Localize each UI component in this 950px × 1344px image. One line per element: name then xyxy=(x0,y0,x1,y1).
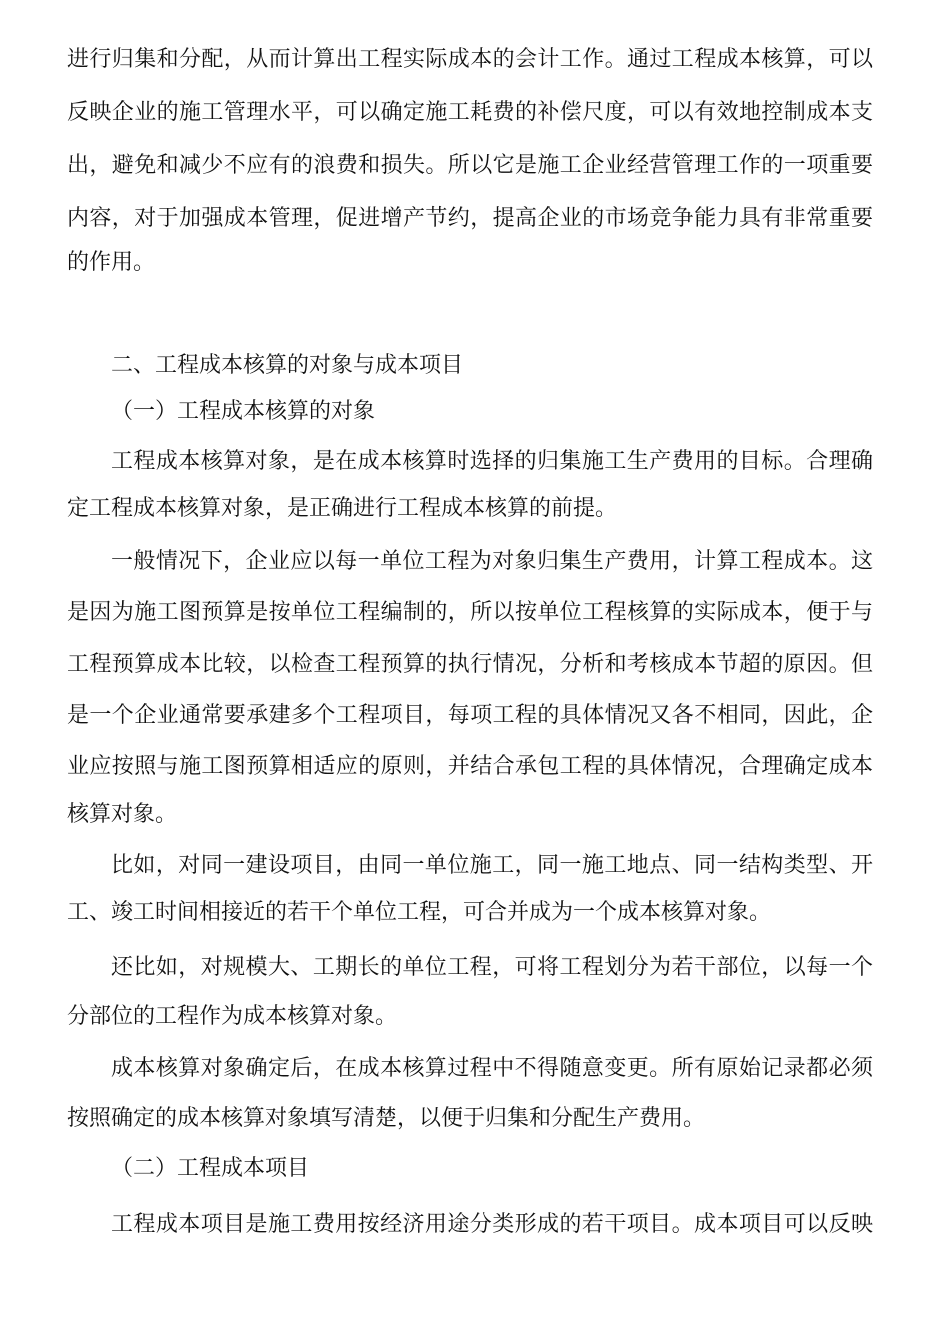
section-heading: 二、工程成本核算的对象与成本项目 xyxy=(111,353,464,378)
text-line: 反映企业的施工管理水平，可以确定施工耗费的补偿尺度，可以有效地控制成本支 xyxy=(67,100,873,125)
subsection-heading: （二）工程成本项目 xyxy=(111,1156,310,1181)
text-line: 定工程成本核算对象，是正确进行工程成本核算的前提。 xyxy=(67,496,618,521)
subsection-heading: （一）工程成本核算的对象 xyxy=(111,399,376,424)
text-line: 是一个企业通常要承建多个工程项目，每项工程的具体情况又各不相同，因此，企 xyxy=(67,703,873,728)
text-line: 工程成本核算对象，是在成本核算时选择的归集施工生产费用的目标。合理确 xyxy=(111,449,873,474)
text-line: 出，避免和减少不应有的浪费和损失。所以它是施工企业经营管理工作的一项重要 xyxy=(67,153,873,178)
document-page xyxy=(67,0,873,1344)
text-line: 是因为施工图预算是按单位工程编制的，所以按单位工程核算的实际成本，便于与 xyxy=(67,600,873,625)
text-line: 成本核算对象确定后，在成本核算过程中不得随意变更。所有原始记录都必须 xyxy=(111,1056,873,1081)
text-line: 工程成本项目是施工费用按经济用途分类形成的若干项目。成本项目可以反映 xyxy=(111,1212,873,1237)
text-line: 业应按照与施工图预算相适应的原则，并结合承包工程的具体情况，合理确定成本 xyxy=(67,754,873,779)
text-line: 的作用。 xyxy=(67,250,156,275)
text-line: 分部位的工程作为成本核算对象。 xyxy=(67,1004,398,1029)
text-line: 还比如，对规模大、工期长的单位工程，可将工程划分为若干部位，以每一个 xyxy=(111,955,873,980)
text-line: 比如，对同一建设项目，由同一单位施工，同一施工地点、同一结构类型、开 xyxy=(111,853,873,878)
text-line: 内容，对于加强成本管理，促进增产节约，提高企业的市场竞争能力具有非常重要 xyxy=(67,206,873,231)
text-line: 工、竣工时间相接近的若干个单位工程，可合并成为一个成本核算对象。 xyxy=(67,900,772,925)
text-line: 工程预算成本比较，以检查工程预算的执行情况，分析和考核成本节超的原因。但 xyxy=(67,652,873,677)
text-line: 一般情况下，企业应以每一单位工程为对象归集生产费用，计算工程成本。这 xyxy=(111,549,873,574)
text-line: 进行归集和分配，从而计算出工程实际成本的会计工作。通过工程成本核算，可以 xyxy=(67,47,873,72)
text-line: 核算对象。 xyxy=(67,802,178,827)
text-line: 按照确定的成本核算对象填写清楚，以便于归集和分配生产费用。 xyxy=(67,1106,706,1131)
